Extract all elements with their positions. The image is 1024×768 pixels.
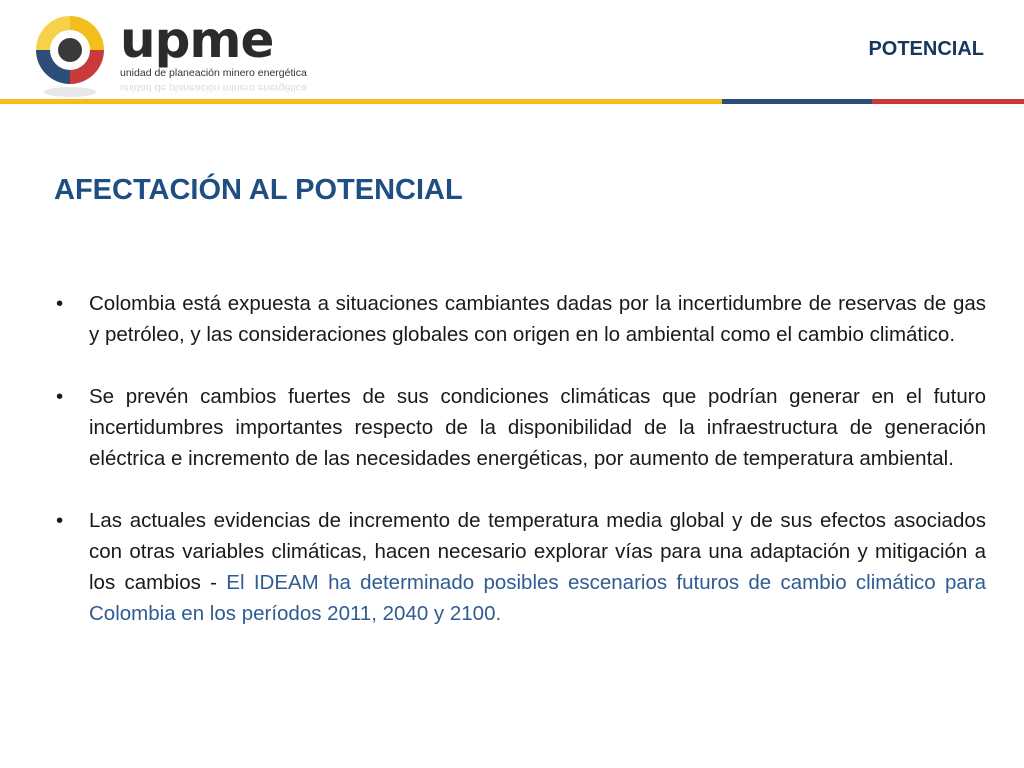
bullet-highlight-text: El IDEAM ha determinado posibles escenarios futuros de cambio climático para Colombia en los períodos 2011, 2040 y 2100. [89,571,986,625]
upme-emblem-icon [30,10,110,98]
divider-navy-segment [722,99,872,104]
list-item [56,381,986,474]
brand-tagline-reflection: unidad de planeación minero energética [120,82,307,94]
header-divider [0,99,1024,104]
bullet-icon: • [56,509,64,532]
bullet-text: Colombia está expuesta a situaciones cambiantes dadas por la incertidumbre de reservas de gas y petróleo, y las consideraciones globales con origen en lo ambiental como el cambio climático. [89,292,986,346]
divider-red-segment [872,99,1024,104]
bullet-text: Se prevén cambios fuertes de sus condiciones climáticas que podrían generar en el futuro incertidumbres importantes respecto de la disponibilidad de la infraestructura de generación eléctrica e incremento de las necesidades energéticas, por aumento de temperatura ambiental. [89,385,986,470]
page-title: AFECTACIÓN AL POTENCIAL [54,174,463,206]
bullet-list [56,288,986,660]
divider-yellow-segment [0,99,722,104]
section-label: POTENCIAL [868,38,984,60]
brand-tagline: unidad de planeación minero energética [120,67,307,79]
upme-logo [30,10,307,98]
brand-name: upme [120,11,274,69]
bullet-text: Las actuales evidencias de incremento de temperatura media global y de sus efectos asociados con otras variables climáticas, hacen necesario explorar vías para una adaptación y mitigación a los cambios - [89,509,986,594]
list-item [56,288,986,350]
list-item [56,505,986,629]
bullet-icon: • [56,292,64,315]
bullet-icon: • [56,385,64,408]
